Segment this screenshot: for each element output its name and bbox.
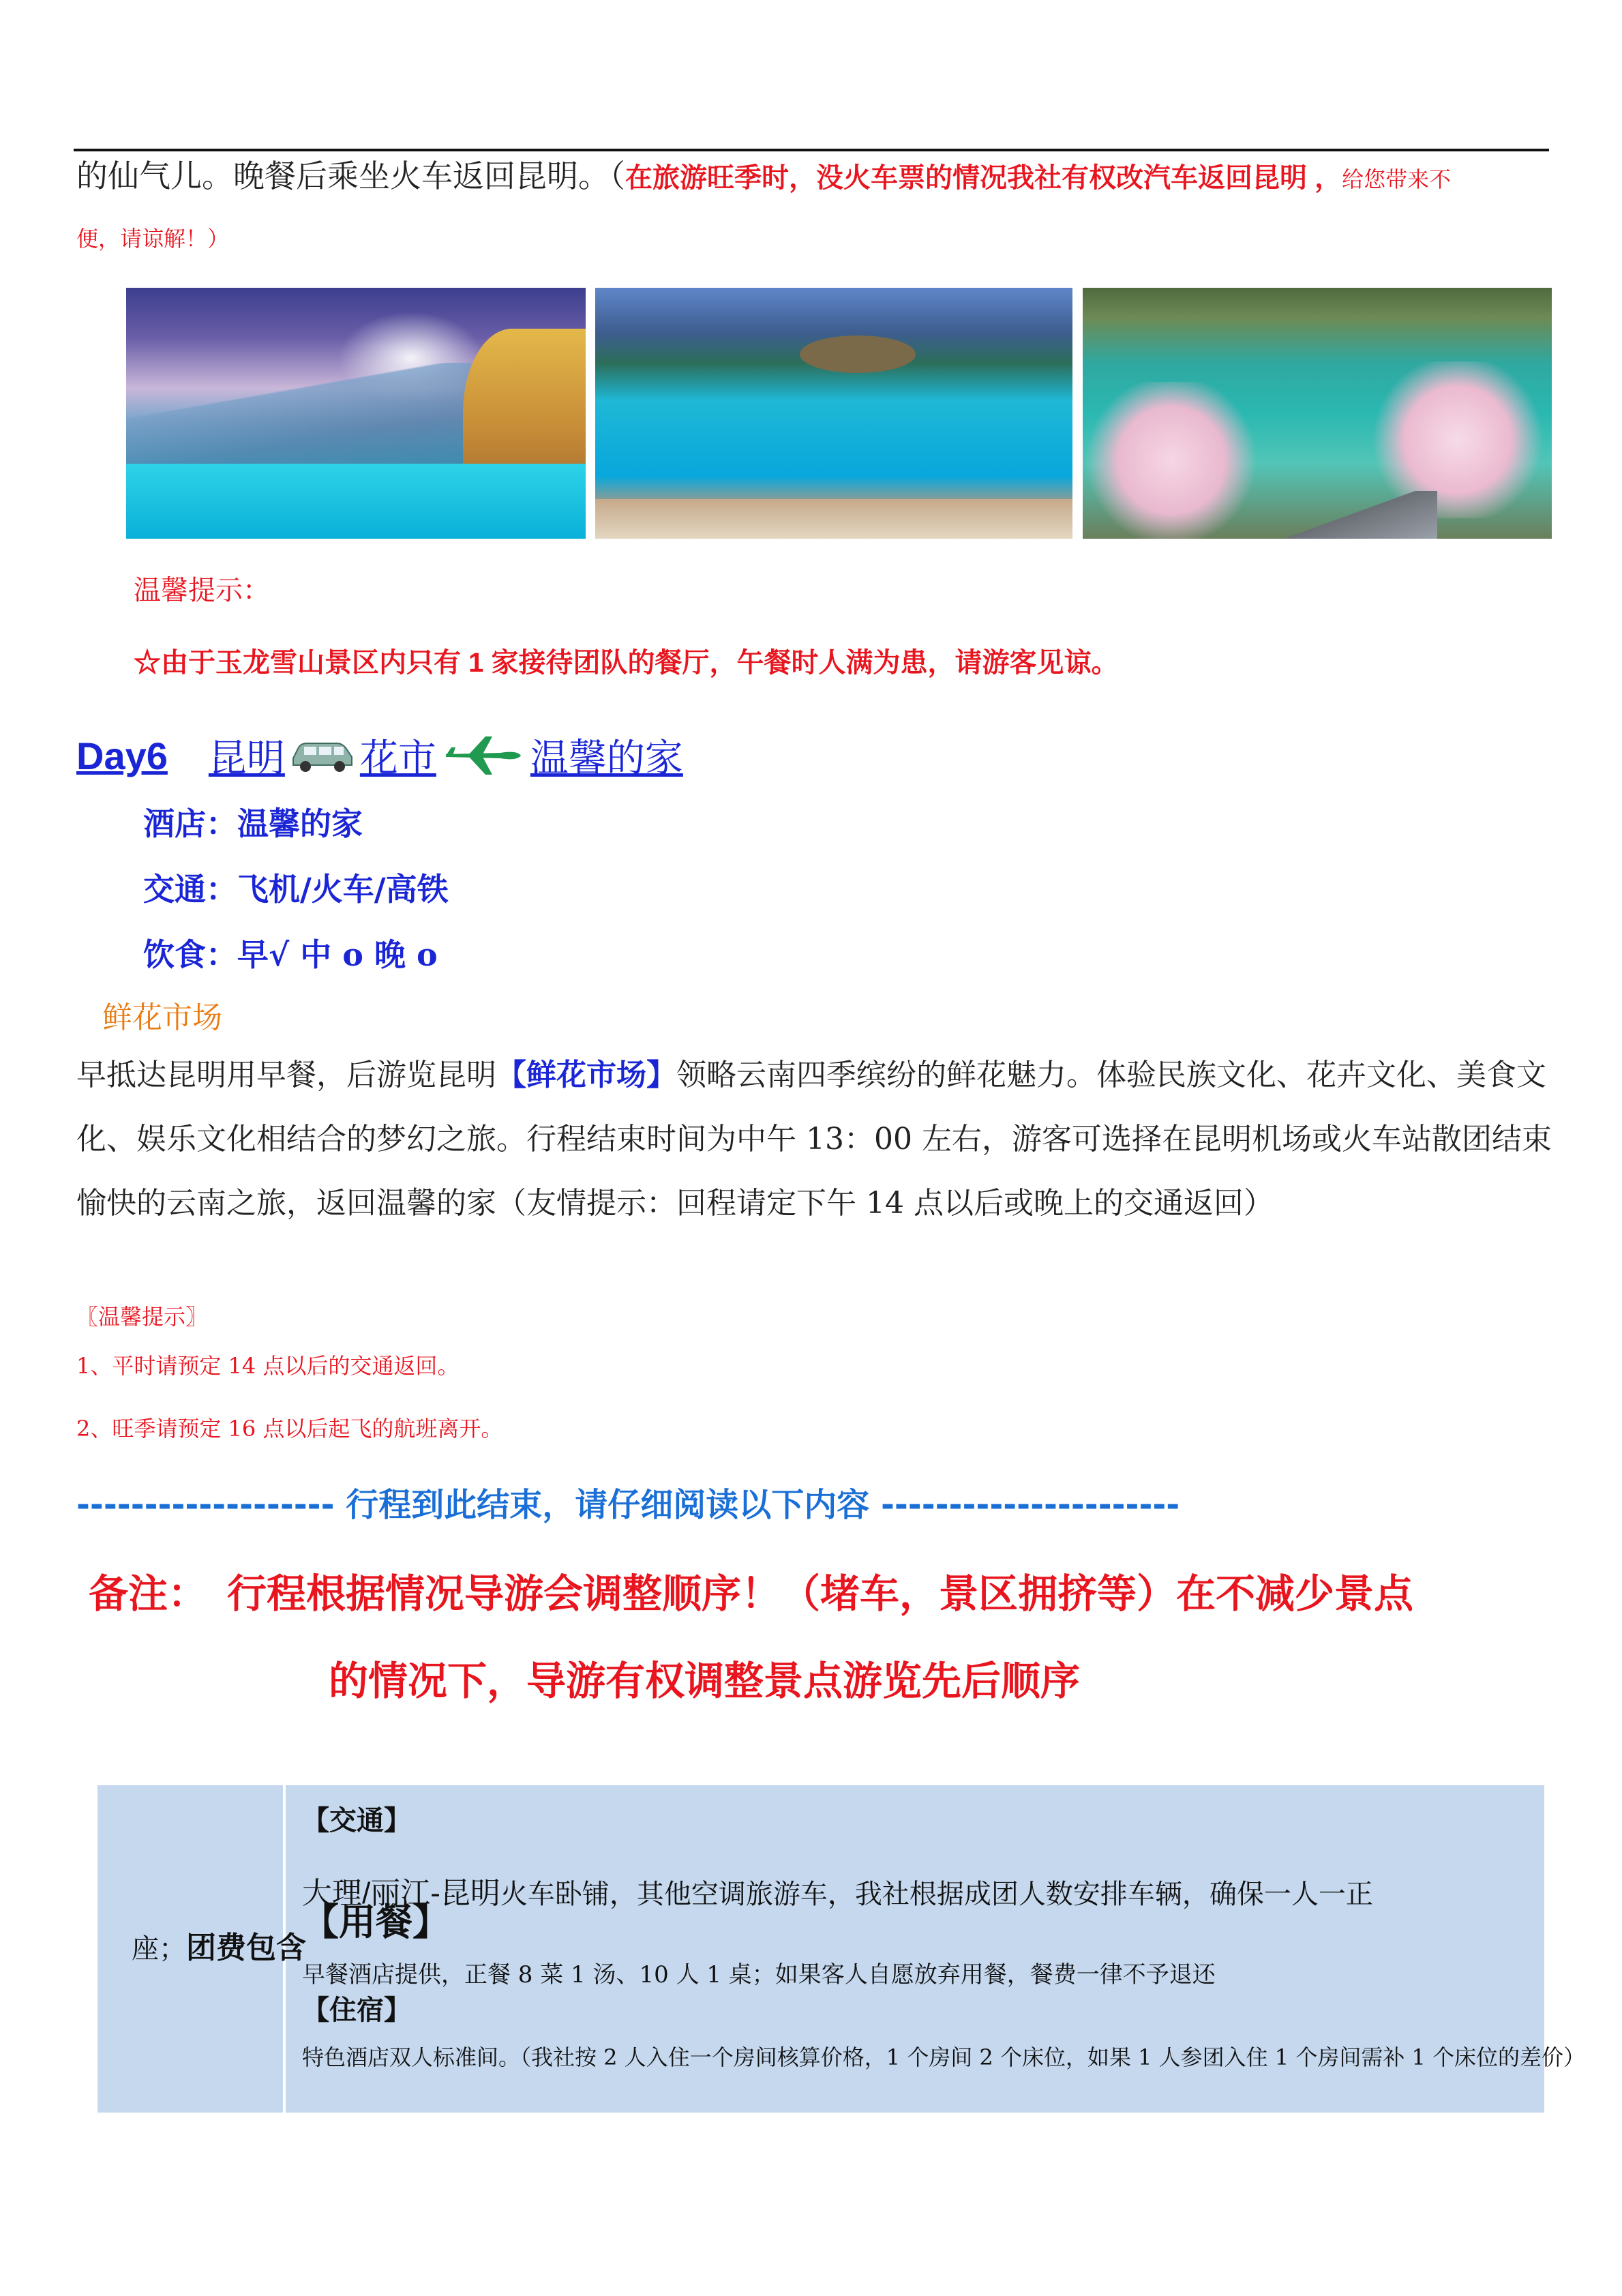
top-rule: [74, 149, 1549, 151]
room-text: 特色酒店双人标准间。（我社按 2 人入住一个房间核算价格，1 个房间 2 个床位，如果 1 人参团入住 1 个房间需补 1 个床位的差价）: [302, 2044, 1586, 2070]
left-bold: 团费包含: [186, 1931, 306, 1965]
route-mid: 花市: [359, 736, 436, 781]
day6-heading: [76, 728, 683, 783]
tips-title: 温馨提示：: [134, 576, 270, 606]
room-header: 【住宿】: [302, 1994, 411, 2026]
meal-text: 早餐酒店提供，正餐 8 菜 1 汤、10 人 1 桌；如果客人自愿放弃用餐，餐费一律不予退还: [302, 1961, 1216, 1988]
meals-info: 饮食：早√ 中 o 晚 o: [143, 936, 438, 973]
hotel-info: 酒店：温馨的家: [143, 805, 363, 842]
fee-includes-label: [132, 1923, 306, 1967]
note-2: 2、旺季请预定 16 点以后起飞的航班离开。: [76, 1416, 503, 1442]
photo-blue-moon-valley-3: [1083, 288, 1552, 539]
fee-includes-table: [97, 1785, 1586, 2115]
car-icon: [289, 738, 356, 773]
tips-body: ☆由于玉龙雪山景区内只有 1 家接待团队的餐厅，午餐时人满为患，请游客见谅。: [134, 648, 1119, 678]
para-part2: 领略云南四季缤纷的鲜花魅力。体验民族文化、花卉文化、美食文化、娱乐文化相结合的梦幻之旅。行程结束时间为中午 13：00 左右，游客可选择在昆明机场或火车站散团结束愉快的云南之旅，返回温馨的家（友情提示：回程请定下午 14 点以后或晚上的交通返回）: [76, 1058, 1552, 1221]
meal-header: 【用餐】: [302, 1900, 449, 1943]
day-label: Day6: [76, 734, 168, 777]
para-part1: 早抵达昆明用早餐，后游览昆明: [76, 1058, 496, 1092]
traffic-route: 大理/丽江-昆明: [302, 1877, 500, 1910]
flower-market-subtitle: 鲜花市场: [102, 1000, 222, 1035]
remark-line2: 的情况下，导游有权调整景点游览先后顺序: [329, 1658, 1081, 1704]
notes-header: 〖温馨提示〗: [76, 1304, 208, 1330]
intro-line: [76, 155, 1451, 200]
route-to: 温馨的家: [530, 736, 683, 781]
traffic-text: [302, 1868, 1373, 1912]
itinerary-end-line: ------------------- 行程到此结束，请仔细阅读以下内容 ----------------------: [76, 1486, 1180, 1524]
para-highlight: 【鲜花市场】: [496, 1058, 676, 1092]
intro-warning: 在旅游旺季时，没火车票的情况我社有权改汽车返回昆明 ，: [625, 163, 1342, 193]
remark-line1: 备注： 行程根据情况导游会调整顺序！（堵车，景区拥挤等）在不减少景点: [89, 1570, 1414, 1617]
intro-text: 的仙气儿。晚餐后乘坐火车返回昆明。（: [76, 158, 625, 194]
photo-blue-moon-valley-2: [595, 288, 1072, 539]
plane-icon: [443, 735, 524, 776]
route-from: 昆明: [208, 736, 285, 781]
note-1: 1、平时请预定 14 点以后的交通返回。: [76, 1353, 460, 1379]
flower-market-paragraph: [76, 1043, 1560, 1236]
transport-info: 交通：飞机/火车/高铁: [143, 871, 449, 908]
intro-apology-line2: 便，请谅解！）: [76, 226, 230, 252]
traffic-detail: 火车卧铺，其他空调旅游车，我社根据成团人数安排车辆，确保一人一正: [500, 1879, 1373, 1910]
traffic-header: 【交通】: [302, 1804, 411, 1836]
photo-blue-moon-valley-1: [126, 288, 586, 539]
left-prefix: 座；: [132, 1933, 186, 1965]
intro-apology: 给您带来不: [1342, 166, 1452, 192]
